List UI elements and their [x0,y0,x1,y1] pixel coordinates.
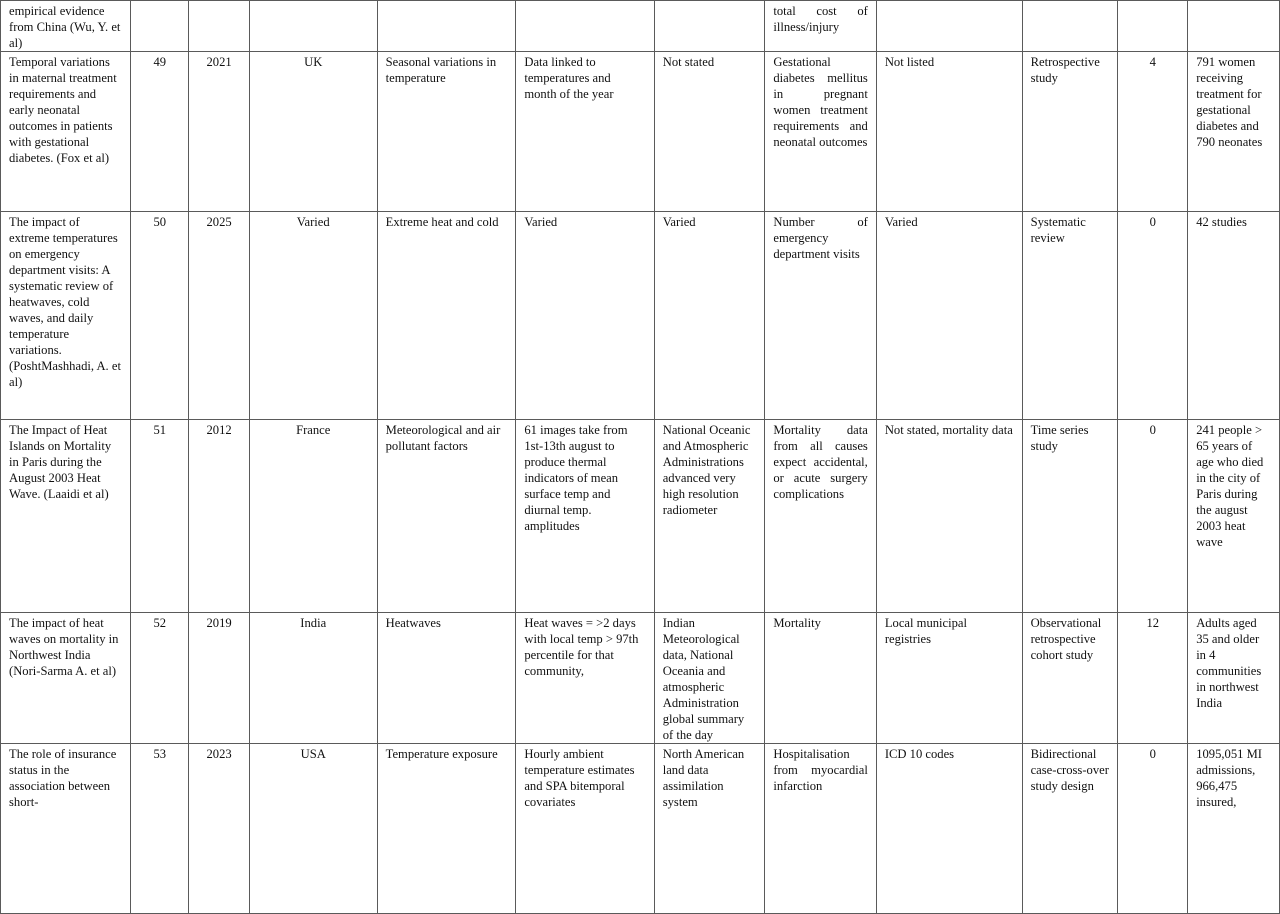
outcome-codes-cell: Local municipal registries [876,613,1022,744]
exposure-cell: Meteorological and air pollutant factors [377,420,516,613]
table-row [1,744,1280,914]
country-cell: India [249,613,377,744]
study-title-cell: The impact of heat waves on mortality in Northwest India (Nori-Sarma A. et al) [1,613,131,744]
outcome-codes-cell: Not listed [876,52,1022,212]
exposure-measure-cell: 61 images take from 1st-13th august to produce thermal indicators of mean surface temp and diurnal temp. amplitudes [516,420,654,613]
quality-score-cell: 0 [1118,212,1188,420]
table-row [1,613,1280,744]
population-cell: 42 studies [1188,212,1280,420]
country-cell [249,1,377,52]
study-number-cell: 49 [131,52,189,212]
country-cell: UK [249,52,377,212]
population-cell: 1095,051 MI admissions, 966,475 insured, [1188,744,1280,914]
outcome-cell: Mortality data from all causes expect accidental, or acute surgery complications [765,420,876,613]
outcome-codes-cell: ICD 10 codes [876,744,1022,914]
publication-year-cell: 2012 [189,420,249,613]
population-cell: Adults aged 35 and older in 4 communities in northwest India [1188,613,1280,744]
publication-year-cell: 2025 [189,212,249,420]
study-title-cell: Temporal variations in maternal treatment requirements and early neonatal outcomes in patients with gestational diabetes. (Fox et al) [1,52,131,212]
outcome-cell: Gestational diabetes mellitus in pregnant women treatment requirements and neonatal outcomes [765,52,876,212]
study-number-cell: 52 [131,613,189,744]
exposure-cell: Heatwaves [377,613,516,744]
exposure-cell: Temperature exposure [377,744,516,914]
data-source-cell: Not stated [654,52,765,212]
study-number-cell: 51 [131,420,189,613]
study-title-cell: The role of insurance status in the association between short- [1,744,131,914]
publication-year-cell: 2019 [189,613,249,744]
study-title-cell: The impact of extreme temperatures on emergency department visits: A systematic review of heatwaves, cold waves, and daily temperature variations. (PoshtMashhadi, A. et al) [1,212,131,420]
study-number-cell: 53 [131,744,189,914]
study-title-cell: empirical evidence from China (Wu, Y. et al) [1,1,131,52]
study-number-cell: 50 [131,212,189,420]
quality-score-cell [1118,1,1188,52]
study-design-cell [1022,1,1118,52]
exposure-measure-cell: Varied [516,212,654,420]
country-cell: USA [249,744,377,914]
outcome-cell: Hospitalisation from myocardial infarction [765,744,876,914]
exposure-cell: Extreme heat and cold [377,212,516,420]
study-design-cell: Bidirectional case-cross-over study design [1022,744,1118,914]
table-row [1,1,1280,52]
study-number-cell [131,1,189,52]
exposure-measure-cell [516,1,654,52]
exposure-measure-cell: Heat waves = >2 days with local temp > 97th percentile for that community, [516,613,654,744]
country-cell: Varied [249,212,377,420]
exposure-cell: Seasonal variations in temperature [377,52,516,212]
table-row [1,212,1280,420]
data-source-cell [654,1,765,52]
outcome-cell: Mortality [765,613,876,744]
table-row [1,420,1280,613]
study-title-cell: The Impact of Heat Islands on Mortality in Paris during the August 2003 Heat Wave. (Laaidi et al) [1,420,131,613]
outcome-codes-cell: Not stated, mortality data [876,420,1022,613]
study-design-cell: Retrospective study [1022,52,1118,212]
table-row [1,52,1280,212]
publication-year-cell [189,1,249,52]
study-design-cell: Observational retrospective cohort study [1022,613,1118,744]
outcome-cell: total cost of illness/injury [765,1,876,52]
publication-year-cell: 2021 [189,52,249,212]
population-cell: 241 people > 65 years of age who died in the city of Paris during the august 2003 heat wave [1188,420,1280,613]
exposure-measure-cell: Data linked to temperatures and month of the year [516,52,654,212]
data-source-cell: Varied [654,212,765,420]
quality-score-cell: 12 [1118,613,1188,744]
country-cell: France [249,420,377,613]
study-design-cell: Systematic review [1022,212,1118,420]
outcome-cell: Number of emergency department visits [765,212,876,420]
quality-score-cell: 4 [1118,52,1188,212]
outcome-codes-cell [876,1,1022,52]
data-source-cell: National Oceanic and Atmospheric Administrations advanced very high resolution radiometer [654,420,765,613]
population-cell: 791 women receiving treatment for gestational diabetes and 790 neonates [1188,52,1280,212]
data-source-cell: Indian Meteorological data, National Oceania and atmospheric Administration global summary of the day [654,613,765,744]
study-design-cell: Time series study [1022,420,1118,613]
exposure-measure-cell: Hourly ambient temperature estimates and SPA bitemporal covariates [516,744,654,914]
quality-score-cell: 0 [1118,420,1188,613]
quality-score-cell: 0 [1118,744,1188,914]
exposure-cell [377,1,516,52]
table-body [1,1,1280,914]
publication-year-cell: 2023 [189,744,249,914]
data-source-cell: North American land data assimilation system [654,744,765,914]
outcome-codes-cell: Varied [876,212,1022,420]
population-cell [1188,1,1280,52]
